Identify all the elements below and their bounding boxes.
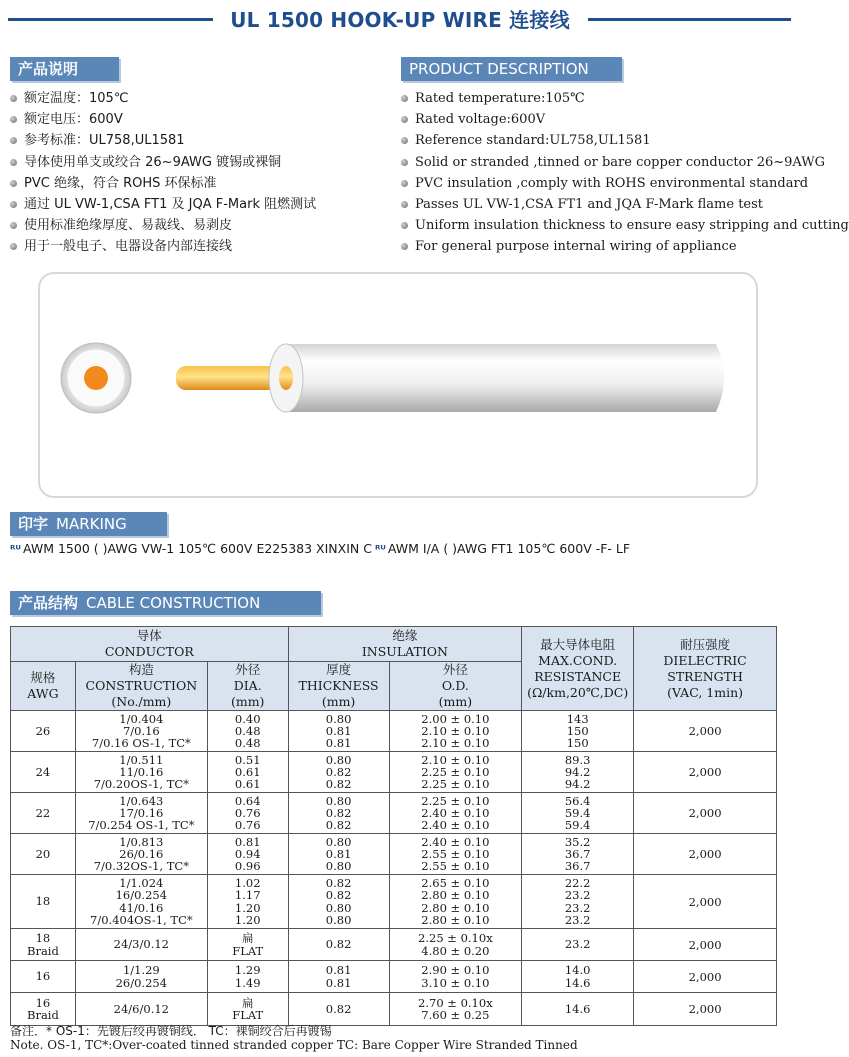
marking-en-text: MARKING [56,515,127,533]
feature-zh-item: 用于一般电子、电器设备内部连接线 [10,236,316,257]
table-row [11,875,777,929]
cell-resistance: 89.3 94.2 94.2 [522,752,634,793]
cell-resistance: 22.2 23.2 23.2 23.2 [522,875,634,929]
feature-zh-item: PVC 绝缘，符合 ROHS 环保标准 [10,173,316,194]
cell-awg: 24 [11,752,76,793]
construction-zh-text: 产品结构 [18,594,79,612]
header-insulation: 绝缘 INSULATION [288,627,522,662]
cell-dielectric: 2,000 [634,993,777,1026]
feature-en-item: Solid or stranded ,tinned or bare copper conductor 26~9AWG [401,152,849,173]
cable-illustration [40,274,756,496]
cell-dia: 扁 FLAT [207,993,288,1026]
cell-od: 2.25 ± 0.10x 4.80 ± 0.20 [389,929,522,961]
feature-zh-item: 参考标准：UL758,UL1581 [10,130,316,151]
section-label-desc-zh [10,57,119,81]
feature-zh-item: 通过 UL VW-1,CSA FT1 及 JQA F-Mark 阻燃测试 [10,194,316,215]
feature-zh-item: 额定电压：600V [10,109,316,130]
section-label-construction [10,591,321,615]
cell-resistance: 14.6 [522,993,634,1026]
bullet-icon [401,95,408,102]
feature-en-item: Rated temperature:105℃ [401,88,849,109]
features-en-list [401,88,849,258]
cell-od: 2.90 ± 0.10 3.10 ± 0.10 [389,961,522,993]
table-row [11,929,777,961]
bullet-icon [10,159,17,166]
cell-thickness: 0.81 0.81 [288,961,389,993]
header-construction: 构造 CONSTRUCTION (No./mm) [75,662,207,711]
bullet-icon [10,137,17,144]
table-body [11,711,777,1026]
cell-thickness: 0.80 0.82 0.82 [288,793,389,834]
cell-dia: 0.40 0.48 0.48 [207,711,288,752]
cell-dielectric: 2,000 [634,834,777,875]
bullet-icon [401,116,408,123]
header-thickness: 厚度 THICKNESS (mm) [288,662,389,711]
cell-dielectric: 2,000 [634,752,777,793]
cell-awg: 26 [11,711,76,752]
header-od: 外径 O.D. (mm) [389,662,522,711]
cell-resistance: 14.0 14.6 [522,961,634,993]
table-header-row [11,627,777,662]
cell-dia: 0.51 0.61 0.61 [207,752,288,793]
cell-awg: 20 [11,834,76,875]
cell-resistance: 143 150 150 [522,711,634,752]
cell-dia: 扁 FLAT [207,929,288,961]
cell-od: 2.65 ± 0.10 2.80 ± 0.10 2.80 ± 0.10 2.80 ± 0.10 [389,875,522,929]
cell-dia: 1.29 1.49 [207,961,288,993]
cell-construction: 1/1.29 26/0.254 [75,961,207,993]
desc-zh-text: 产品说明 [18,60,79,78]
features-zh-list [10,88,316,258]
bullet-icon [10,95,17,102]
cell-thickness: 0.80 0.81 0.81 [288,711,389,752]
bullet-icon [10,180,17,187]
feature-en-item: For general purpose internal wiring of appliance [401,236,849,257]
cell-od: 2.25 ± 0.10 2.40 ± 0.10 2.40 ± 0.10 [389,793,522,834]
section-label-marking [10,512,167,536]
cable-construction-table [10,626,777,1026]
header-dia: 外径 DIA. (mm) [207,662,288,711]
bullet-icon [401,137,408,144]
cell-dia: 1.02 1.17 1.20 1.20 [207,875,288,929]
conductor-core [84,366,108,390]
feature-en-item: Passes UL VW-1,CSA FT1 and JQA F-Mark flame test [401,194,849,215]
desc-en-text: PRODUCT DESCRIPTION [409,60,589,78]
cell-dielectric: 2,000 [634,961,777,993]
note-zh: 备注．* OS-1：先镀后绞再镀铜线． TC：裸铜绞合后再镀锡 [10,1024,332,1038]
bullet-icon [401,159,408,166]
cell-thickness: 0.80 0.81 0.80 [288,834,389,875]
header-dielectric: 耐压强度 DIELECTRIC STRENGTH (VAC, 1min) [634,627,777,711]
cell-construction: 24/6/0.12 [75,993,207,1026]
cable-image-panel [38,272,758,498]
feature-zh-item: 使用标准绝缘厚度、易裁线、易剥皮 [10,215,316,236]
table-row [11,961,777,993]
cell-construction: 24/3/0.12 [75,929,207,961]
cell-awg: 16 Braid [11,993,76,1026]
cell-construction: 1/0.404 7/0.16 7/0.16 OS-1, TC* [75,711,207,752]
header-resistance: 最大导体电阻 MAX.COND. RESISTANCE (Ω/km,20℃,DC) [522,627,634,711]
cell-thickness: 0.82 0.82 0.80 0.80 [288,875,389,929]
cell-dielectric: 2,000 [634,875,777,929]
table-row [11,752,777,793]
cell-construction: 1/0.643 17/0.16 7/0.254 OS-1, TC* [75,793,207,834]
cell-dielectric: 2,000 [634,929,777,961]
marking-zh-text: 印字 [18,515,49,533]
cell-resistance: 35.2 36.7 36.7 [522,834,634,875]
cell-od: 2.00 ± 0.10 2.10 ± 0.10 2.10 ± 0.10 [389,711,522,752]
section-label-desc-en [401,57,622,81]
cell-od: 2.40 ± 0.10 2.55 ± 0.10 2.55 ± 0.10 [389,834,522,875]
cell-dielectric: 2,000 [634,711,777,752]
cell-construction: 1/0.813 26/0.16 7/0.32OS-1, TC* [75,834,207,875]
cell-thickness: 0.82 [288,993,389,1026]
feature-zh-item: 导体使用单支或绞合 26~9AWG 镀锡或裸铜 [10,152,316,173]
bullet-icon [10,222,17,229]
ul-recognized-icon: ᴿᵁ [10,543,21,556]
feature-en-item: Rated voltage:600V [401,109,849,130]
bullet-icon [401,201,408,208]
cell-resistance: 56.4 59.4 59.4 [522,793,634,834]
cell-awg: 18 Braid [11,929,76,961]
feature-en-item: PVC insulation ,comply with ROHS environmental standard [401,173,849,194]
cell-dia: 0.64 0.76 0.76 [207,793,288,834]
feature-en-item: Reference standard:UL758,UL1581 [401,130,849,151]
header-conductor: 导体 CONDUCTOR [11,627,289,662]
cell-resistance: 23.2 [522,929,634,961]
header-awg: 规格 AWG [11,662,76,711]
table-row [11,993,777,1026]
bullet-icon [401,222,408,229]
table-row [11,793,777,834]
marking-text: ᴿᵁ AWM 1500 ( )AWG VW-1 105℃ 600V E225383 XINXIN C ᴿᵁ AWM I/A ( )AWG FT1 105℃ 600V -F- LF [10,541,631,556]
table-row [11,834,777,875]
ul-recognized-icon: ᴿᵁ [374,543,386,556]
cell-od: 2.70 ± 0.10x 7.60 ± 0.25 [389,993,522,1026]
cell-thickness: 0.82 [288,929,389,961]
table-row [11,711,777,752]
feature-en-item: Uniform insulation thickness to ensure easy stripping and cutting [401,215,849,236]
cell-awg: 16 [11,961,76,993]
cell-construction: 1/1.024 16/0.254 41/0.16 7/0.404OS-1, TC* [75,875,207,929]
note-en: Note. OS-1, TC*:Over-coated tinned stranded copper TC: Bare Copper Wire Stranded Tinned [10,1038,578,1052]
cable-cross-section [61,343,131,413]
bullet-icon [10,201,17,208]
cell-thickness: 0.80 0.82 0.82 [288,752,389,793]
cell-awg: 18 [11,875,76,929]
cell-construction: 1/0.511 11/0.16 7/0.20OS-1, TC* [75,752,207,793]
cell-od: 2.10 ± 0.10 2.25 ± 0.10 2.25 ± 0.10 [389,752,522,793]
bullet-icon [10,243,17,250]
cell-dia: 0.81 0.94 0.96 [207,834,288,875]
feature-zh-item: 额定温度：105℃ [10,88,316,109]
cable-jacket [269,344,724,412]
cell-dielectric: 2,000 [634,793,777,834]
construction-en-text: CABLE CONSTRUCTION [86,594,261,612]
bullet-icon [401,180,408,187]
cell-awg: 22 [11,793,76,834]
page-title: UL 1500 HOOK-UP WIRE 连接线 [230,8,570,32]
bullet-icon [401,243,408,250]
bullet-icon [10,116,17,123]
